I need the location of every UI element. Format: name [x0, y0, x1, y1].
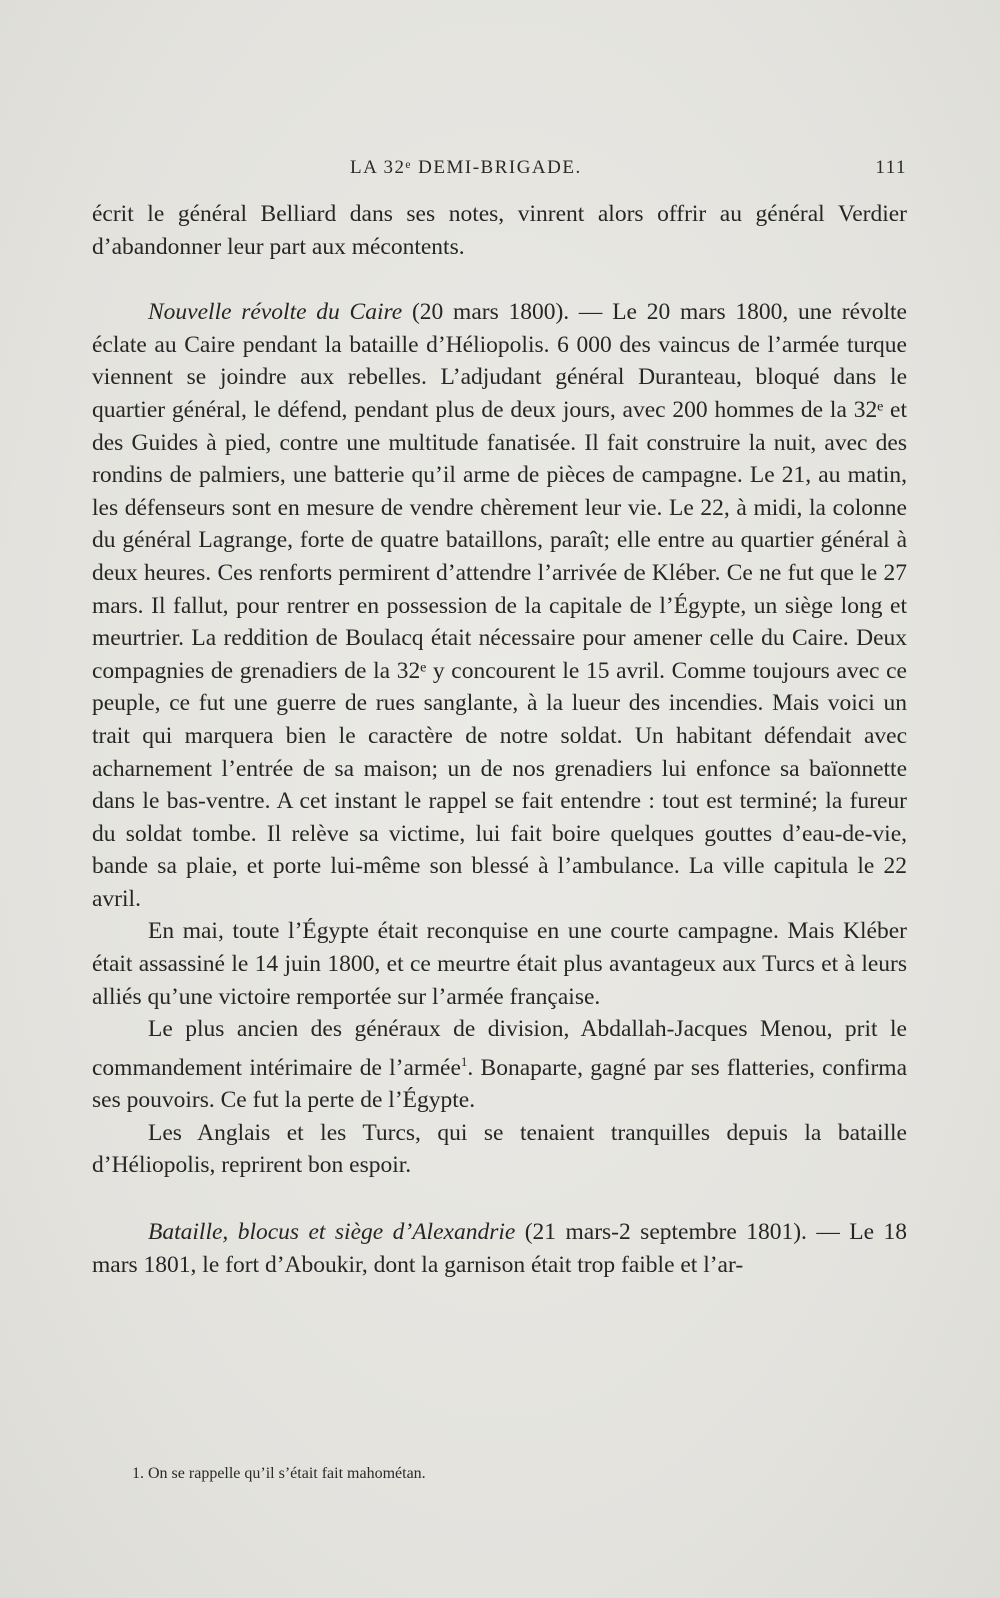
paragraph-menou-text-1: Le plus ancien des généraux de division, Abdallah-Jacques Menou, prit le commandement intérimaire de l’armée [92, 1016, 907, 1081]
section-title-alexandria: Bataille, blocus et siège d’Alexandrie [148, 1219, 516, 1246]
footnote: 1. On se rappelle qu’il s’était fait mahométan. [132, 1465, 426, 1482]
paragraph-revolt-text: (20 mars 1800). — Le 20 mars 1800, une révolte éclate au Caire pendant la bataille d’Héliopolis. 6 000 des vaincus de l’armée turque viennent se joindre aux rebelles. L’adjudant général Duranteau, bloqué dans le quartier général, le défend, pendant plus de deux jours, avec 200 hommes de la 32ᵉ et des Guides à pied, contre une multitude fanatisée. Il fait construire la nuit, avec des rondins de palmiers, une batterie qu’il arme de pièces de campagne. Le 21, au matin, les défenseurs sont en mesure de vendre chèrement leur vie. Le 22, à midi, la colonne du général Lagrange, forte de quatre bataillons, paraît; elle entre au quartier général à deux heures. Ces renforts permirent d’attendre l’arrivée de Kléber. Ce ne fut que le 27 mars. Il fallut, pour rentrer en possession de la capitale de l’Égypte, un siège long et meurtrier. La reddition de Boulacq était nécessaire pour amener celle du Caire. Deux compagnies de grenadiers de la 32ᵉ y concourent le 15 avril. Comme toujours avec ce peuple, ce fut une guerre de rues sanglante, à la lueur des incendies. Mais voici un trait qui marquera bien le caractère de notre soldat. Un habitant défendait avec acharnement l’entrée de sa maison; un de nos grenadiers lui enfonce sa baïonnette dans le bas-ventre. A cet instant le rappel se fait entendre : tout est terminé; la fureur du soldat tombe. Il relève sa victime, lui fait boire quelques gouttes d’eau-de-vie, bande sa plaie, et porte lui-même son blessé à l’ambulance. La ville capitula le 22 avril. [92, 299, 907, 912]
paragraph-alexandria-text: (21 mars-2 septembre 1801). — Le 18 mars 1801, le fort d’Aboukir, dont la garnison était trop faible et l’ar- [92, 1219, 907, 1278]
page-number: 111 [875, 157, 907, 178]
paragraph-english-turks: Les Anglais et les Turcs, qui se tenaient tranquilles depuis la bataille d’Héliopolis, reprirent bon espoir. [92, 1119, 907, 1179]
paragraph-revolt-cairo [92, 296, 907, 915]
paragraph-alexandria [92, 1216, 907, 1281]
paragraph-menou-text-2: . Bonaparte, gagné par ses flatteries, confirma ses pouvoirs. Ce fut la perte de l’Égypte. [92, 1054, 908, 1114]
paragraph-continuation: écrit le général Belliard dans ses notes, vinrent alors offrir au général Verdier d’abandonner leur part aux mécontents. [92, 201, 907, 260]
paragraph-menou [92, 1013, 907, 1117]
running-title: LA 32ᵉ DEMI-BRIGADE. [350, 157, 582, 178]
section-title-revolt: Nouvelle révolte du Caire [148, 299, 403, 326]
body-text [92, 198, 907, 1281]
paragraph-reconquest: En mai, toute l’Égypte était reconquise en une courte campagne. Mais Kléber était assassiné le 14 juin 1800, et ce meurtre était plus avantageux aux Turcs et à leurs alliés qu’une victoire remportée sur l’armée française. [92, 918, 907, 1010]
page-header [92, 157, 907, 187]
footnote-mark: 1 [460, 1053, 468, 1069]
